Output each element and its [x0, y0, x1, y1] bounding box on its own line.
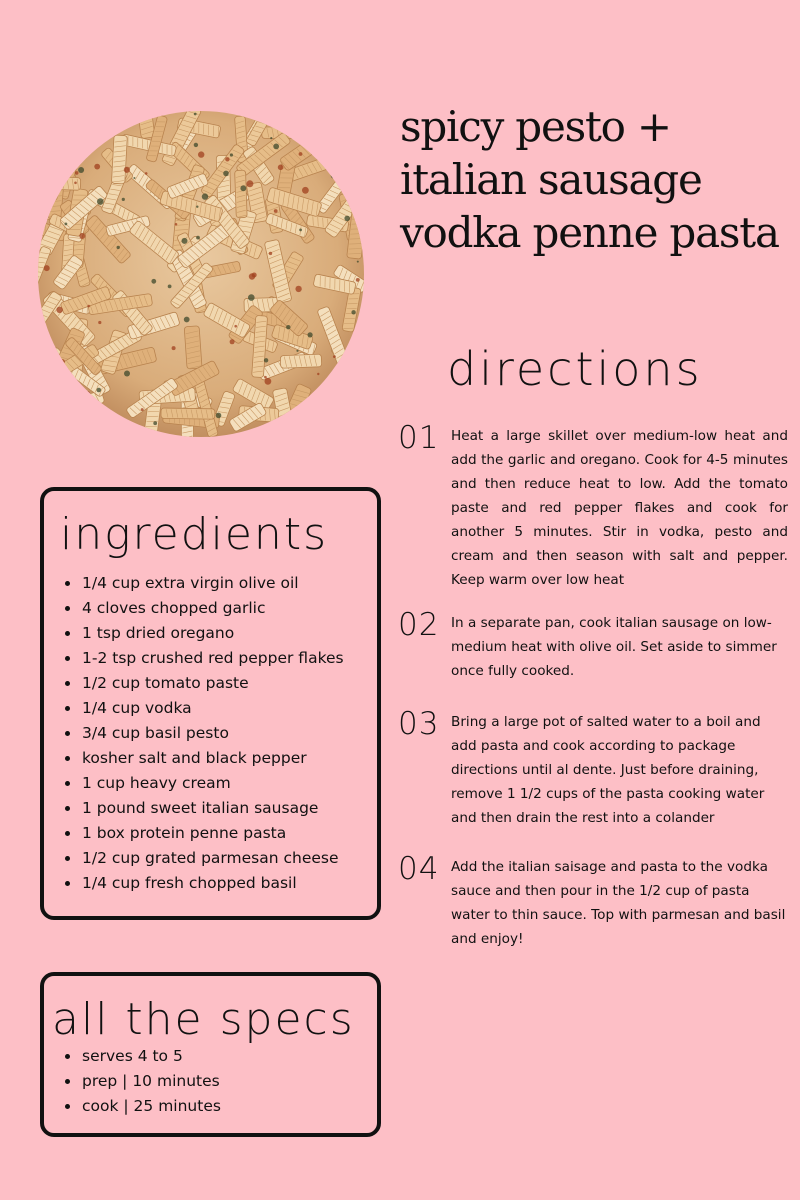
ingredient-item: 1 box protein penne pasta: [62, 821, 344, 846]
spec-item: prep | 10 minutes: [62, 1069, 221, 1094]
spec-item: serves 4 to 5: [62, 1044, 221, 1069]
ingredient-item: 1-2 tsp crushed red pepper flakes: [62, 646, 344, 671]
step-text: Add the italian saisage and pasta to the vodka sauce and then pour in the 1/2 cup of pasta water to thin sauce. Top with parmesan and basil and enjoy!: [451, 859, 786, 947]
ingredients-card: [40, 487, 381, 920]
directions-heading: directions: [447, 342, 703, 396]
ingredient-item: 1/4 cup extra virgin olive oil: [62, 571, 344, 596]
title-line-3: vodka penne pasta: [400, 208, 779, 257]
ingredient-item: 1/2 cup grated parmesan cheese: [62, 846, 344, 871]
ingredient-item: 1 tsp dried oregano: [62, 621, 344, 646]
step-number: 01: [398, 420, 440, 456]
step-number: 03: [398, 706, 440, 742]
spec-item: cook | 25 minutes: [62, 1094, 221, 1119]
pasta-photo: [38, 111, 364, 437]
ingredient-item: 4 cloves chopped garlic: [62, 596, 344, 621]
specs-list: [62, 1044, 221, 1119]
specs-card: [40, 972, 381, 1137]
step-text: Heat a large skillet over medium-low heat and add the garlic and oregano. Cook for 4-5 minutes and then reduce heat to low. Add the tomato paste and red pepper flakes and cook for another 5 minutes. Stir in vodka, pesto and cream and then season with salt and pepper. Keep warm over low heat: [451, 428, 788, 588]
ingredient-item: 1/4 cup vodka: [62, 696, 344, 721]
ingredient-item: 1/4 cup fresh chopped basil: [62, 871, 344, 896]
ingredients-list: [62, 571, 344, 896]
step-number: 04: [398, 851, 440, 887]
ingredient-item: kosher salt and black pepper: [62, 746, 344, 771]
recipe-title: [400, 100, 790, 259]
step-text: Bring a large pot of salted water to a boil and add pasta and cook according to package directions until al dente. Just before draining, remove 1 1/2 cups of the pasta cooking water and then drain the rest into a colander: [451, 714, 765, 826]
ingredient-item: 1 pound sweet italian sausage: [62, 796, 344, 821]
step-text: In a separate pan, cook italian sausage on low-medium heat with olive oil. Set aside to simmer once fully cooked.: [451, 615, 777, 679]
ingredient-item: 1/2 cup tomato paste: [62, 671, 344, 696]
step-number: 02: [398, 607, 440, 643]
title-line-2: italian sausage: [400, 155, 702, 204]
title-line-1: spicy pesto +: [400, 102, 671, 151]
specs-heading: all the specs: [52, 994, 355, 1045]
ingredients-heading: ingredients: [60, 509, 328, 560]
ingredient-item: 1 cup heavy cream: [62, 771, 344, 796]
ingredient-item: 3/4 cup basil pesto: [62, 721, 344, 746]
